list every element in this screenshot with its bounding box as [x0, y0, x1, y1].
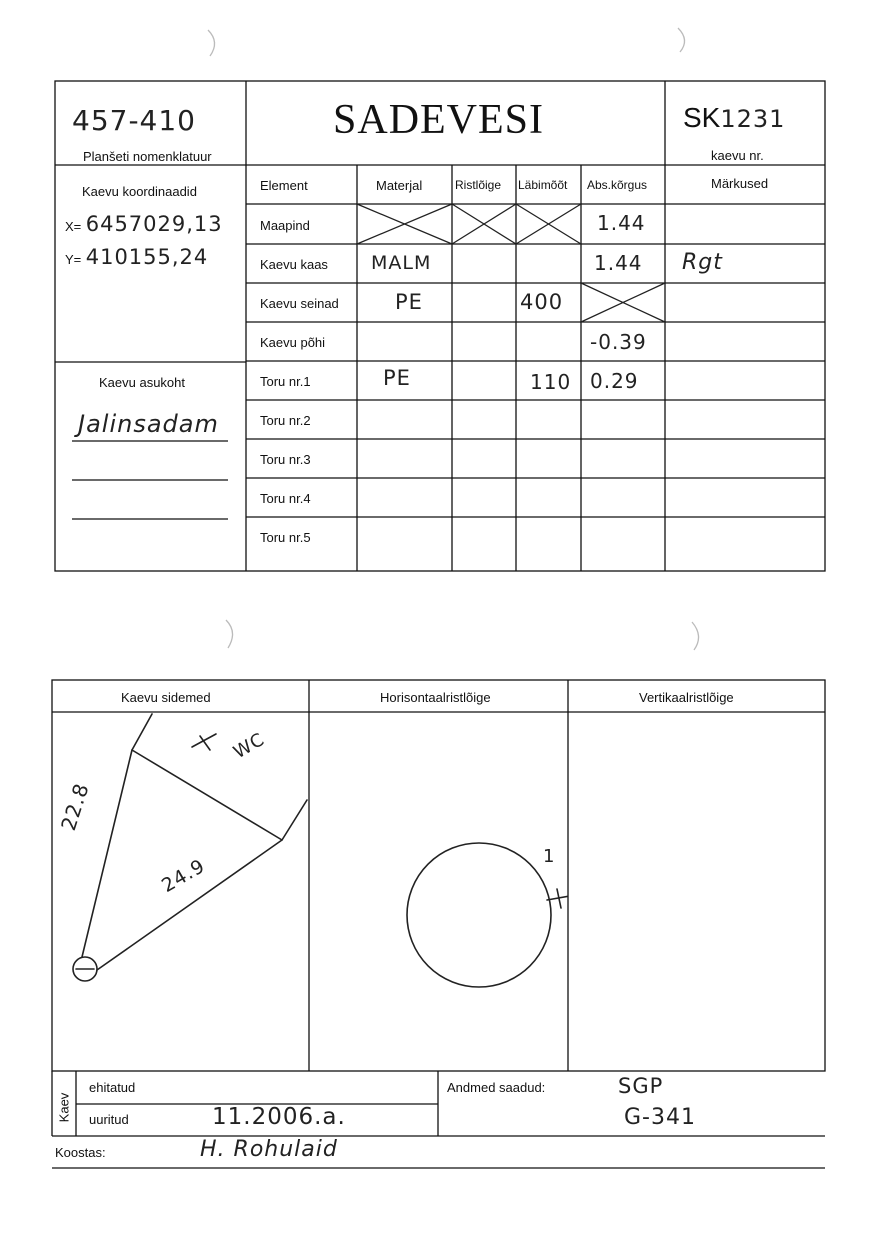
surveyed-label: uuritud	[89, 1112, 129, 1127]
location-value: Jalinsadam	[78, 410, 219, 438]
horizontal-sketch	[309, 712, 568, 1071]
header-labimoot: Läbimõõt	[518, 178, 568, 192]
header-abs-korgus: Abs.kõrgus	[587, 178, 648, 192]
cell-maapind-abs: 1.44	[597, 211, 646, 235]
tie-distance-1: 22.8	[56, 779, 94, 834]
row-label-toru-1: Toru nr.1	[260, 374, 311, 389]
section-horizontal-label: Horisontaalristlõige	[380, 690, 491, 705]
row-label-toru-3: Toru nr.3	[260, 452, 311, 467]
data-received-label: Andmed saadud:	[447, 1080, 546, 1095]
building-outline	[132, 714, 307, 840]
cell-toru1-diameter: 110	[530, 370, 572, 394]
coordinate-y-prefix: Y=	[65, 252, 82, 267]
section-vertical-label: Vertikaalristlõige	[639, 690, 734, 705]
well-circle	[407, 843, 551, 987]
ties-sketch	[52, 712, 309, 1071]
cell-seinad-diameter: 400	[520, 290, 564, 314]
nomenclature-value: 457-410	[72, 104, 196, 137]
cell-pohi-abs: -0.39	[590, 330, 647, 354]
well-number-value: 1231	[720, 105, 786, 133]
row-label-toru-4: Toru nr.4	[260, 491, 311, 506]
cell-toru1-abs: 0.29	[590, 369, 639, 393]
coordinate-x-prefix: X=	[65, 219, 82, 234]
row-label-maapind: Maapind	[260, 218, 310, 233]
data-received-value-1: SGP	[618, 1074, 664, 1098]
tie-distance-2: 24.9	[158, 854, 210, 898]
row-label-kaevu-seinad: Kaevu seinad	[260, 296, 339, 311]
form-title: SADEVESI	[333, 97, 545, 143]
coordinate-y-value: 410155,24	[85, 245, 209, 269]
author-value: H. Rohulaid	[200, 1137, 338, 1162]
header-element: Element	[260, 178, 308, 193]
cell-toru1-material: PE	[383, 366, 411, 390]
surveyed-value: 11.2006.a.	[212, 1104, 346, 1130]
header-materjal: Materjal	[376, 178, 423, 193]
built-label: ehitatud	[89, 1080, 136, 1095]
row-label-toru-2: Toru nr.2	[260, 413, 311, 428]
coordinate-x-value: 6457029,13	[85, 212, 223, 236]
pipe-number-label: 1	[543, 846, 556, 867]
tie-line-1	[82, 750, 132, 957]
row-label-kaevu-pohi: Kaevu põhi	[260, 335, 326, 350]
row-label-kaevu-kaas: Kaevu kaas	[260, 257, 328, 272]
section-ties-label: Kaevu sidemed	[121, 690, 211, 705]
coordinates-label: Kaevu koordinaadid	[82, 184, 197, 199]
cell-kaas-abs: 1.44	[594, 251, 643, 275]
author-label: Koostas:	[55, 1145, 106, 1160]
cell-kaas-material: MALM	[371, 252, 432, 274]
nomenclature-label: Planšeti nomenklatuur	[83, 149, 212, 164]
header-markused: Märkused	[711, 176, 769, 191]
well-prefix: SK	[683, 102, 721, 133]
location-label: Kaevu asukoht	[99, 375, 186, 390]
data-received-value-2: G-341	[624, 1105, 696, 1130]
row-label-toru-5: Toru nr.5	[260, 530, 311, 545]
cell-seinad-material: PE	[395, 290, 423, 314]
header-ristloige: Ristlõige	[455, 178, 502, 192]
cell-kaas-notes: Rgt	[682, 250, 723, 275]
wc-label: WC	[230, 728, 269, 764]
footer-side-label: Kaev	[56, 1092, 72, 1123]
well-number-label: kaevu nr.	[711, 148, 764, 163]
